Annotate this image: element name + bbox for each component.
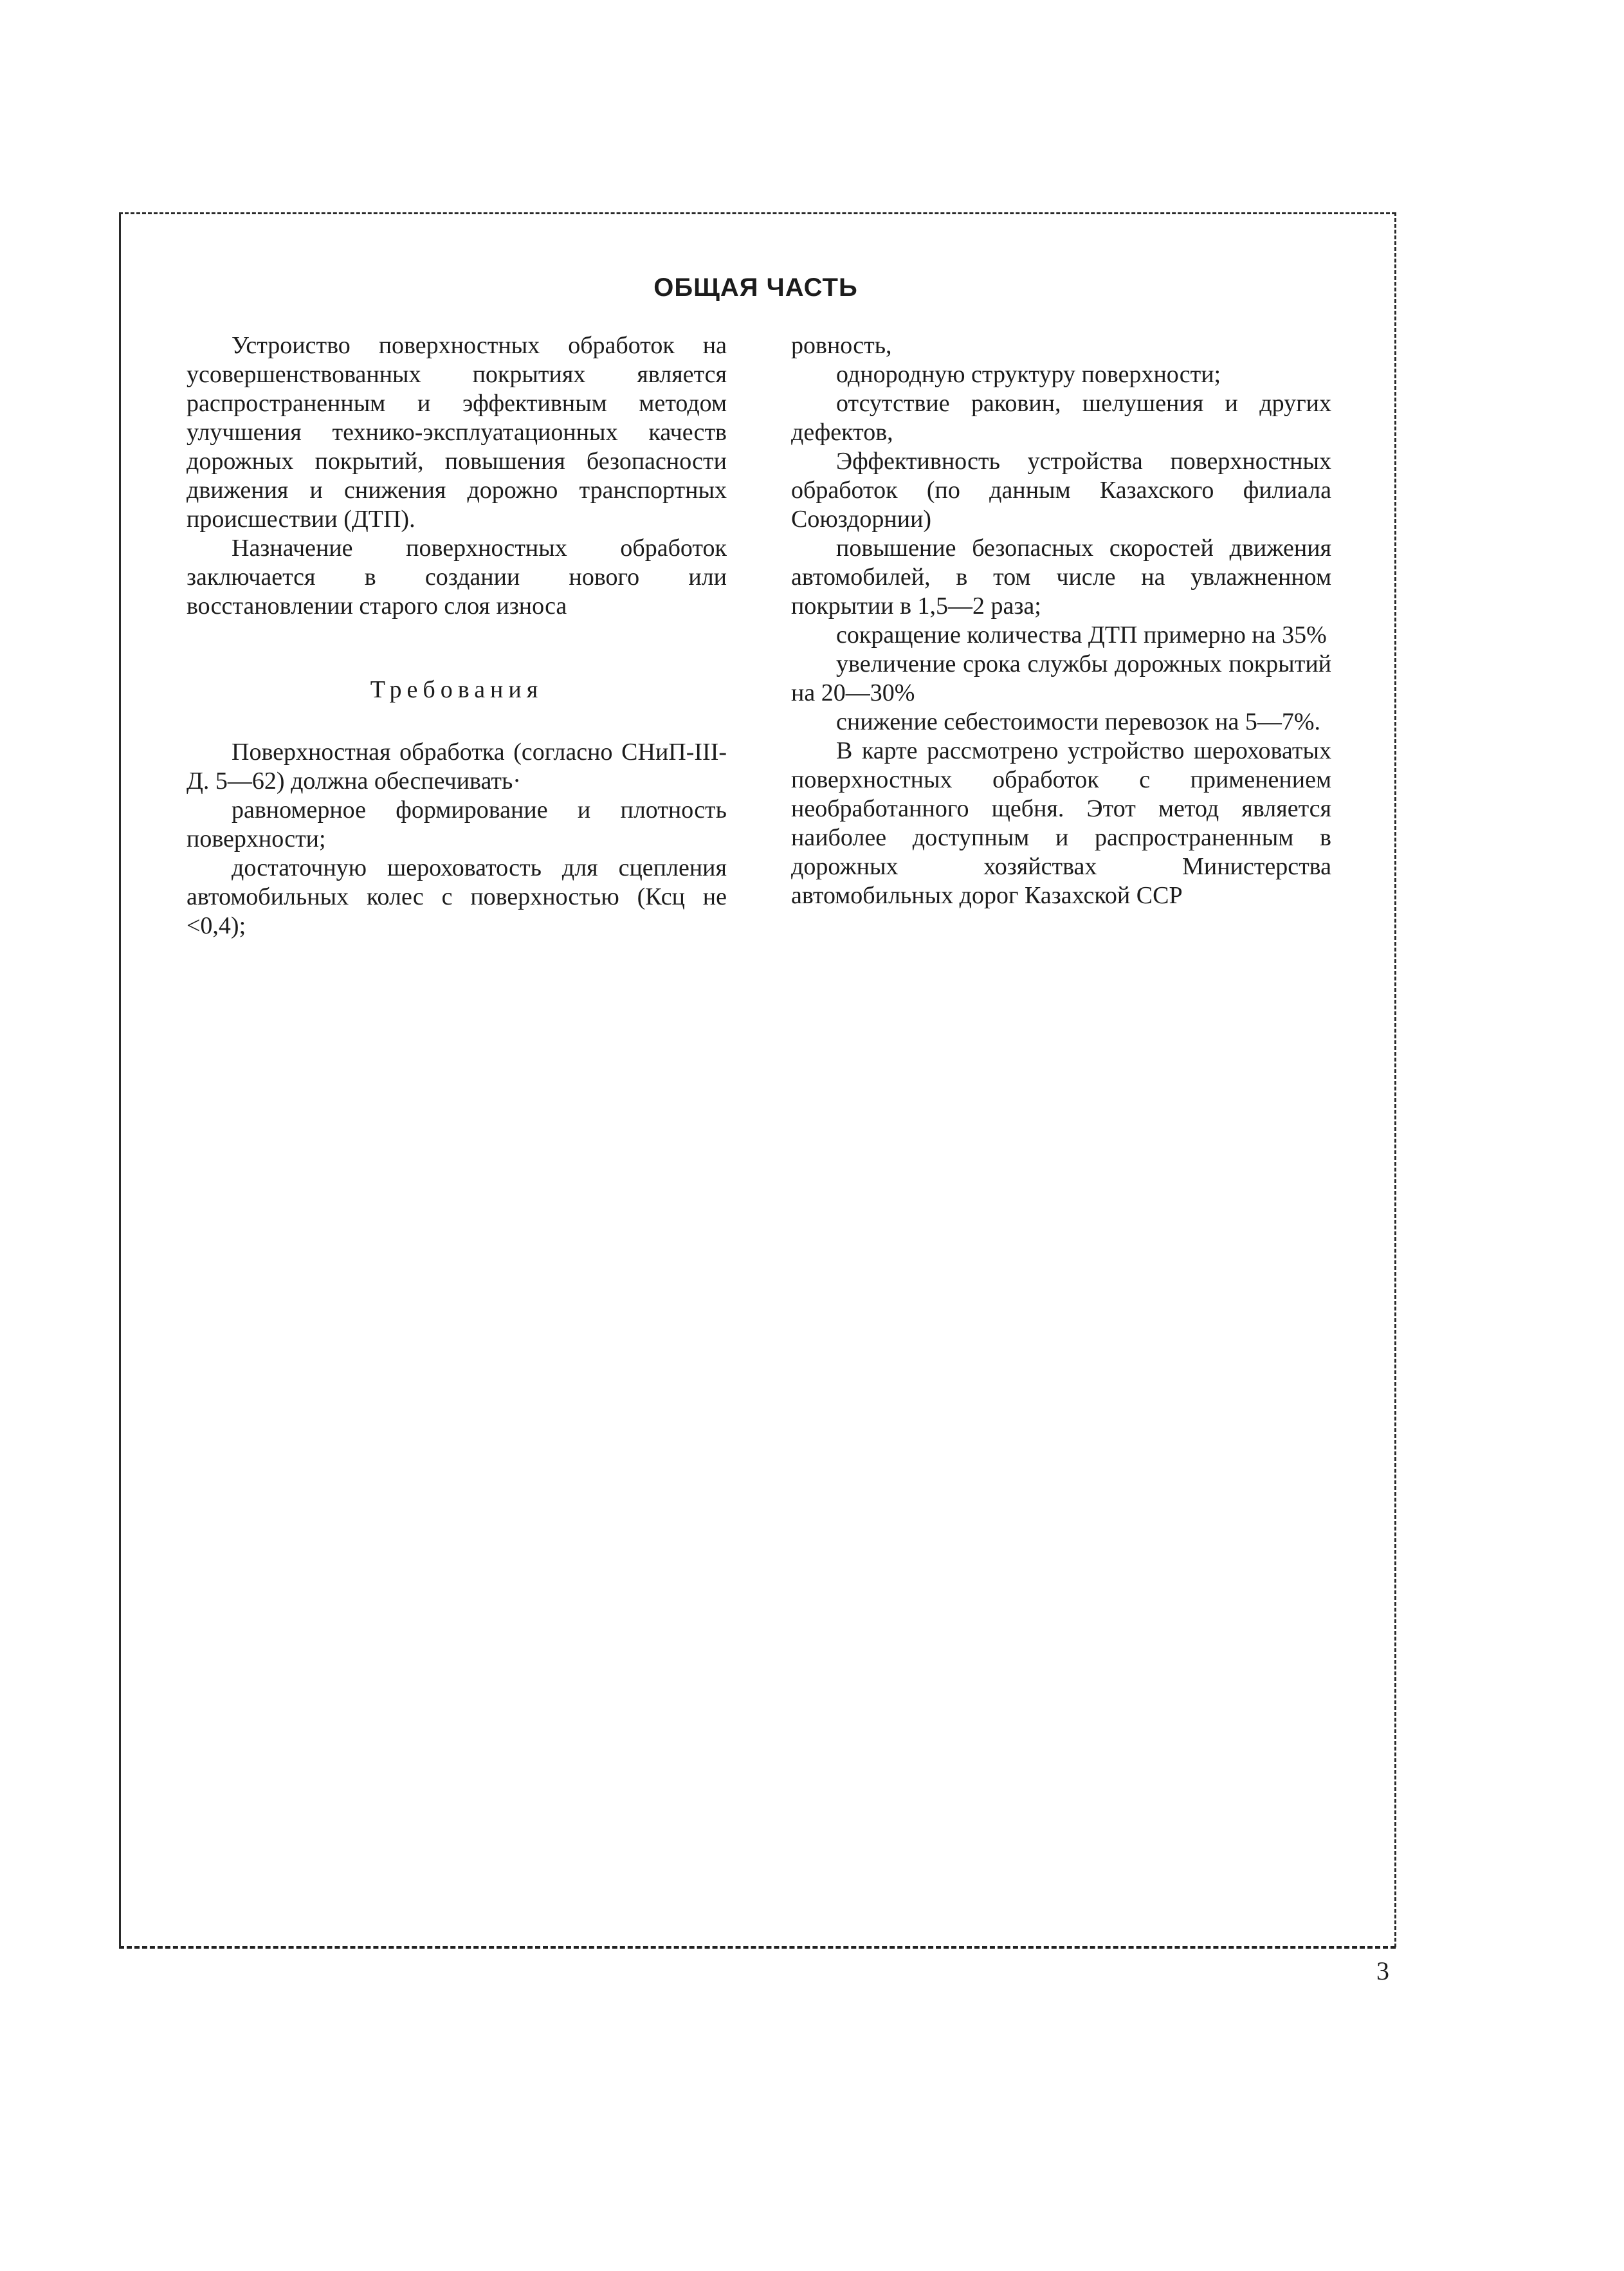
paragraph: однородную структуру поверхности; bbox=[836, 361, 1221, 388]
paragraph: снижение себестоимости перевозок на 5—7%. bbox=[836, 708, 1321, 735]
frame-left-line bbox=[119, 212, 121, 1947]
frame-right-line bbox=[1394, 212, 1396, 1947]
paragraph: В карте рассмотрено устройство шероховатых поверхностных обработок с применением необработанного щебня. Этот метод является наиболее доступным и распространенным в дорожных хозяйствах Министерства автомобильных дорог Казахской ССР bbox=[791, 737, 1331, 909]
paragraph: сокращение количества ДТП примерно на 35% bbox=[836, 621, 1327, 648]
paragraph: ровность, bbox=[791, 332, 892, 359]
frame-top-line bbox=[119, 212, 1396, 214]
section-heading: Требования bbox=[370, 676, 543, 703]
page-title: ОБЩАЯ ЧАСТЬ bbox=[653, 273, 858, 302]
right-column bbox=[791, 331, 1331, 910]
page-number: 3 bbox=[1376, 1956, 1389, 1985]
paragraph: достаточную шероховатость для сцепления автомобильных колес с поверхностью (Ксц не <0,4); bbox=[187, 854, 727, 939]
paragraph: равномерное формирование и плотность поверхности; bbox=[187, 796, 727, 852]
paragraph: увеличение срока службы дорожных покрытий на 20—30% bbox=[791, 650, 1331, 706]
frame-bottom-line bbox=[119, 1946, 1396, 1949]
paragraph: Поверхностная обработка (согласно СНиП-III-Д. 5—62) должна обеспечивать· bbox=[187, 739, 727, 795]
paragraph: Эффективность устройства поверхностных обработок (по данным Казахского филиала Союздорнии) bbox=[791, 448, 1331, 533]
paragraph: Устроиство поверхностных обработок на усовершенствованных покрытиях является распространенным и эффективным методом улучшения технико-эксплуатационных качеств дорожных покрытий, повышения безопасности движения и снижения дорожно транспортных происшествии (ДТП). bbox=[187, 332, 727, 533]
paragraph: повышение безопасных скоростей движения автомобилей, в том числе на увлажненном покрытии в 1,5—2 раза; bbox=[791, 535, 1331, 620]
paragraph: отсутствие раковин, шелушения и других дефектов, bbox=[791, 390, 1331, 446]
left-column bbox=[187, 331, 727, 941]
paragraph: Назначение поверхностных обработок заключается в создании нового или восстановлении старого слоя износа bbox=[187, 535, 727, 620]
